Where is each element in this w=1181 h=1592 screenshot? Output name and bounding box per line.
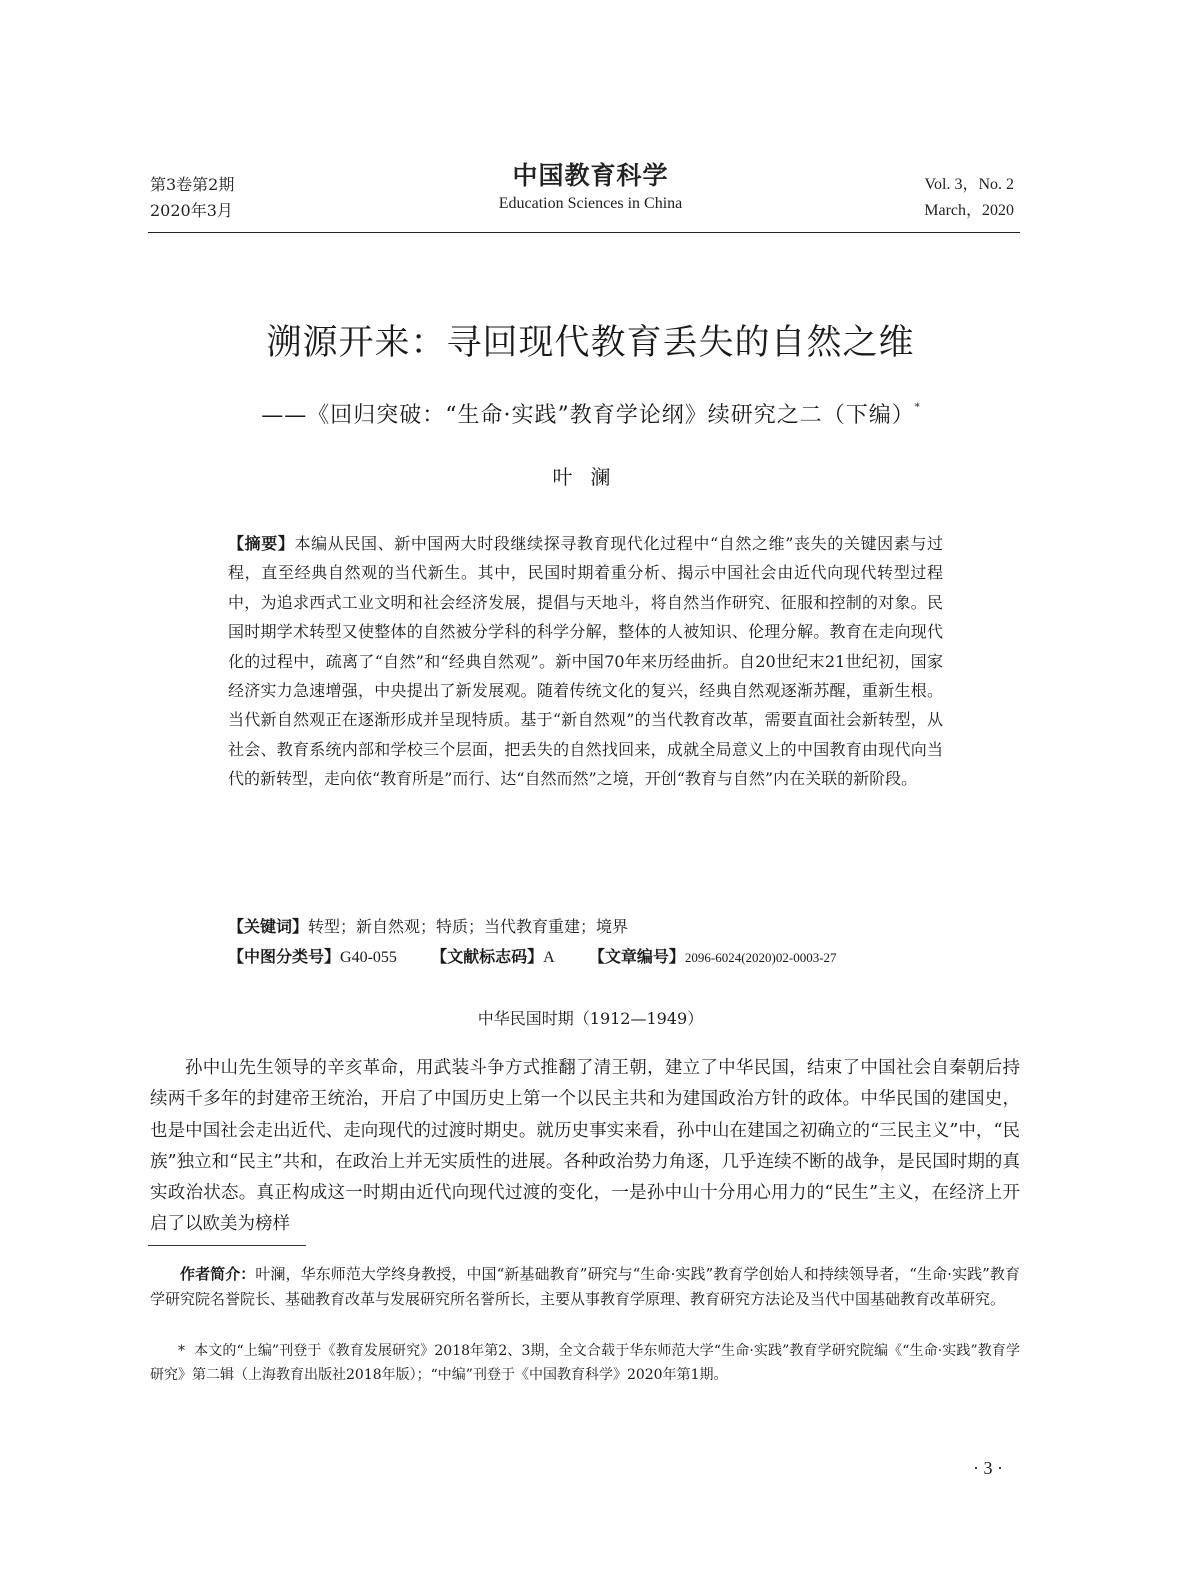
journal-name-en: Education Sciences in China [498,195,683,212]
publication-footnote [150,1339,1020,1387]
doc-code-value: A [543,949,555,966]
volume-en: Vol. 3，No. 2 [924,176,1014,193]
author-name: 叶澜 [552,465,629,489]
abstract-label: 【摘要】 [228,534,295,553]
article-subtitle [0,390,1181,434]
date-cn: 2020年3月 [150,201,233,220]
keywords-label: 【关键词】 [228,917,309,936]
author-footnote-text: 叶澜，华东师范大学终身教授，中国“新基础教育”研究与“生命·实践”教育学创始人和持续领导者，“生命·实践”教育学研究院名誉院长、基础教育改革与发展研究所名誉所长，主要从事教育学原理、教育研究方法论及当代中国基础教育改革研究。 [150,1265,1020,1308]
classification [228,942,988,972]
clc-label: 【中图分类号】 [228,947,341,966]
header-rule [148,232,1020,233]
article-number-label: 【文章编号】 [588,947,685,966]
subtitle-mark: * [914,402,920,413]
doc-code-label: 【文献标志码】 [431,947,544,966]
subtitle-text: ——《回归突破：“生命·实践”教育学论纲》续研究之二（下编） [261,403,915,428]
page-number: · 3 · [973,1458,1003,1478]
body-paragraph: 孙中山先生领导的辛亥革命，用武装斗争方式推翻了清王朝，建立了中华民国，结束了中国社会自秦朝后持续两千多年的封建帝王统治，开启了中国历史上第一个以民主共和为建国政治方针的政体。中华民国的建国史，也是中国社会走出近代、走向现代的过渡时期史。就历史事实来看，孙中山在建国之初确立的“三民主义”中，“民族”独立和“民主”共和，在政治上并无实质性的进展。各种政治势力角逐，几乎连续不断的战争，是民国时期的真实政治状态。真正构成这一时期由近代向现代过渡的变化，一是孙中山十分用心用力的“民生”主义，在经济上开启了以欧美为榜样 [150,1058,1020,1235]
footnote-rule [148,1245,306,1246]
keywords-text: 转型；新自然观；特质；当代教育重建；境界 [308,917,629,936]
abstract [228,529,943,794]
publication-footnote-text: 本文的“上编”刊登于《教育发展研究》2018年第2、3期，全文合载于华东师范大学“生命·实践”教育学研究院编《“生命·实践”教育学研究》第二辑（上海教育出版社2018年版）；“中编”刊登于《中国教育科学》2020年第1期。 [150,1343,1020,1383]
clc-value: G40-055 [340,949,397,966]
abstract-text: 本编从民国、新中国两大时段继续探寻教育现代化过程中“自然之维”丧失的关键因素与过程，直至经典自然观的当代新生。其中，民国时期着重分析、揭示中国社会由近代向现代转型过程中，为追求西式工业文明和社会经济发展，提倡与天地斗，将自然当作研究、征服和控制的对象。民国时期学术转型又使整体的自然被分学科的科学分解，整体的人被知识、伦理分解。教育在走向现代化的过程中，疏离了“自然”和“经典自然观”。新中国70年来历经曲折。自20世纪末21世纪初，国家经济实力急速增强，中央提出了新发展观。随着传统文化的复兴，经典自然观逐渐苏醒，重新生根。当代新自然观正在逐渐形成并呈现特质。基于“新自然观”的当代教育改革，需要直面社会新转型，从社会、教育系统内部和学校三个层面，把丢失的自然找回来，成就全局意义上的中国教育由现代向当代的新转型，走向依“教育所是”而行、达“自然而然”之境，开创“教育与自然”内在关联的新阶段。 [228,534,943,789]
journal-name-cn: 中国教育科学 [512,161,669,190]
author-footnote-label: 作者简介： [180,1265,256,1283]
publication-footnote-mark: * [178,1343,185,1359]
article-number-value: 2096-6024(2020)02-0003-27 [684,950,837,965]
header-right [924,172,1014,224]
volume-issue: 第3卷第2期 [150,175,235,194]
date-en: March，2020 [924,202,1014,219]
article-title: 溯源开来：寻回现代教育丢失的自然之维 [266,323,915,363]
keywords [228,912,988,941]
section-heading: 中华民国时期（1912—1949） [477,1009,704,1028]
author-footnote [150,1262,1020,1311]
